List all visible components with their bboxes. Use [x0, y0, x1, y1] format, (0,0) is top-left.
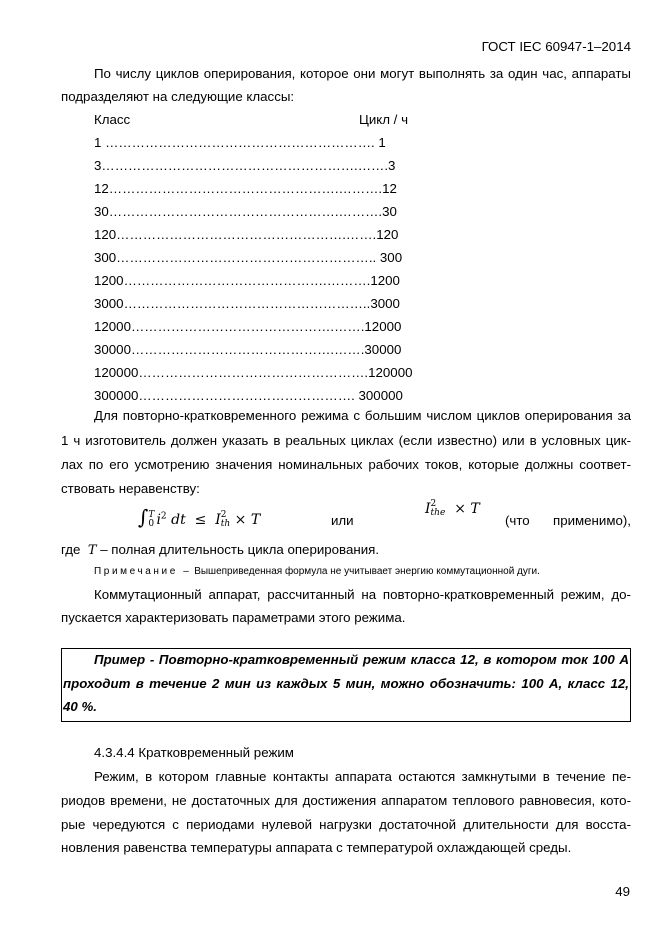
class-row: 120000…………………………………………….120000	[94, 365, 413, 380]
formula-or: или	[331, 513, 354, 528]
cycles-column-header: Цикл / ч	[359, 112, 408, 127]
section-line-3: рые чередуются с периодами нулевой нагрузки достаточной длительности для восста-	[61, 817, 631, 832]
class-row: 300000…………………………………………. 300000	[94, 388, 403, 403]
class-row: 12…………………………………………….……….12	[94, 181, 397, 196]
current-i: i	[156, 512, 161, 528]
where-line: где T – полная длительность цикла оперирования.	[61, 542, 380, 558]
intro-line-1: По числу циклов оперирования, которое они могут выполнять за один час, аппараты	[94, 66, 631, 81]
current-I-alt: I	[425, 501, 431, 517]
para2-line-3: лах по его усмотрению значения номинальных рабочих токов, которые должны соответ-	[61, 457, 631, 472]
class-row: 12000……………………………………….…….12000	[94, 319, 402, 334]
para2-line-2: 1 ч изготовитель должен указать в реальных циклах (если известно) или в условных цик-	[61, 433, 631, 448]
example-line-3: 40 %.	[63, 699, 98, 714]
para3-line-2: пускается характеризовать параметрами этого режима.	[61, 610, 406, 625]
class-row: 3000………………………………………………..3000	[94, 296, 400, 311]
note-label: Примечание –	[94, 566, 192, 577]
intro-line-2: подразделяют на следующие классы:	[61, 89, 295, 104]
alternative-formula: I2 the × T	[425, 499, 480, 518]
note-text: Вышеприведенная формула не учитывает энергию коммутационной дуги.	[194, 566, 540, 577]
integral-lower-limit: 0	[148, 519, 155, 529]
section-line-2: риодов времени, не достаточных для достижения аппаратом теплового равновесия, кото-	[61, 793, 631, 808]
class-column-header: Класс	[94, 112, 131, 127]
section-line-1: Режим, в котором главные контакты аппарата остаются замкнутыми в течение пе-	[94, 769, 631, 784]
dt: dt	[171, 512, 186, 528]
square-exponent: 2	[160, 511, 167, 522]
integral-sign: ∫	[138, 505, 149, 529]
times-T: × T	[234, 512, 261, 528]
para3-line-1: Коммутационный аппарат, рассчитанный на повторно-кратковременный режим, до-	[94, 587, 631, 602]
example-line-2: проходит в течение 2 мин из каждых 5 мин, можно обозначить: 100 А, класс 12,	[63, 676, 629, 691]
class-row: 1 ……………………………………………………. 1	[94, 135, 386, 150]
subscript-th: th	[220, 519, 231, 529]
note	[94, 566, 540, 577]
example-line-1: Пример - Повторно-кратковременный режим класса 12, в котором ток 100 А	[94, 652, 629, 667]
current-I: I	[215, 512, 221, 528]
applicable-close: применимо),	[553, 513, 631, 528]
class-row: 120…………………………………………….…….120	[94, 227, 399, 242]
class-row: 3………………………………………………….…….3	[94, 158, 396, 173]
section-line-4: новления равенства температуры аппарата с температурой охлаждающей среды.	[61, 840, 572, 855]
page-number: 49	[615, 884, 630, 899]
class-row: 300………………………………………………….. 300	[94, 250, 403, 265]
class-row: 30000……………………………………….…….30000	[94, 342, 402, 357]
integral-formula: ∫T 0 $i^2$ dt ≤ I2 th × T	[138, 505, 261, 529]
example-box	[61, 648, 631, 722]
standard-header: ГОСТ IEC 60947-1–2014	[481, 39, 631, 54]
class-row: 1200……………………………………….……….1200	[94, 273, 400, 288]
class-row: 30…………………………………………….……….30	[94, 204, 397, 219]
symbol-T: T	[87, 543, 97, 558]
less-equal-sign: ≤	[194, 512, 207, 528]
para2-line-1: Для повторно-кратковременного режима с большим числом циклов оперирования за	[94, 408, 631, 423]
para2-line-4: ствовать неравенству:	[61, 481, 200, 496]
times-T-alt: × T	[454, 501, 480, 517]
subscript-the: the	[430, 508, 446, 518]
applicable-open: (что	[505, 513, 530, 528]
section-heading: 4.3.4.4 Кратковременный режим	[94, 745, 294, 760]
integral-upper-limit: T	[148, 510, 155, 520]
